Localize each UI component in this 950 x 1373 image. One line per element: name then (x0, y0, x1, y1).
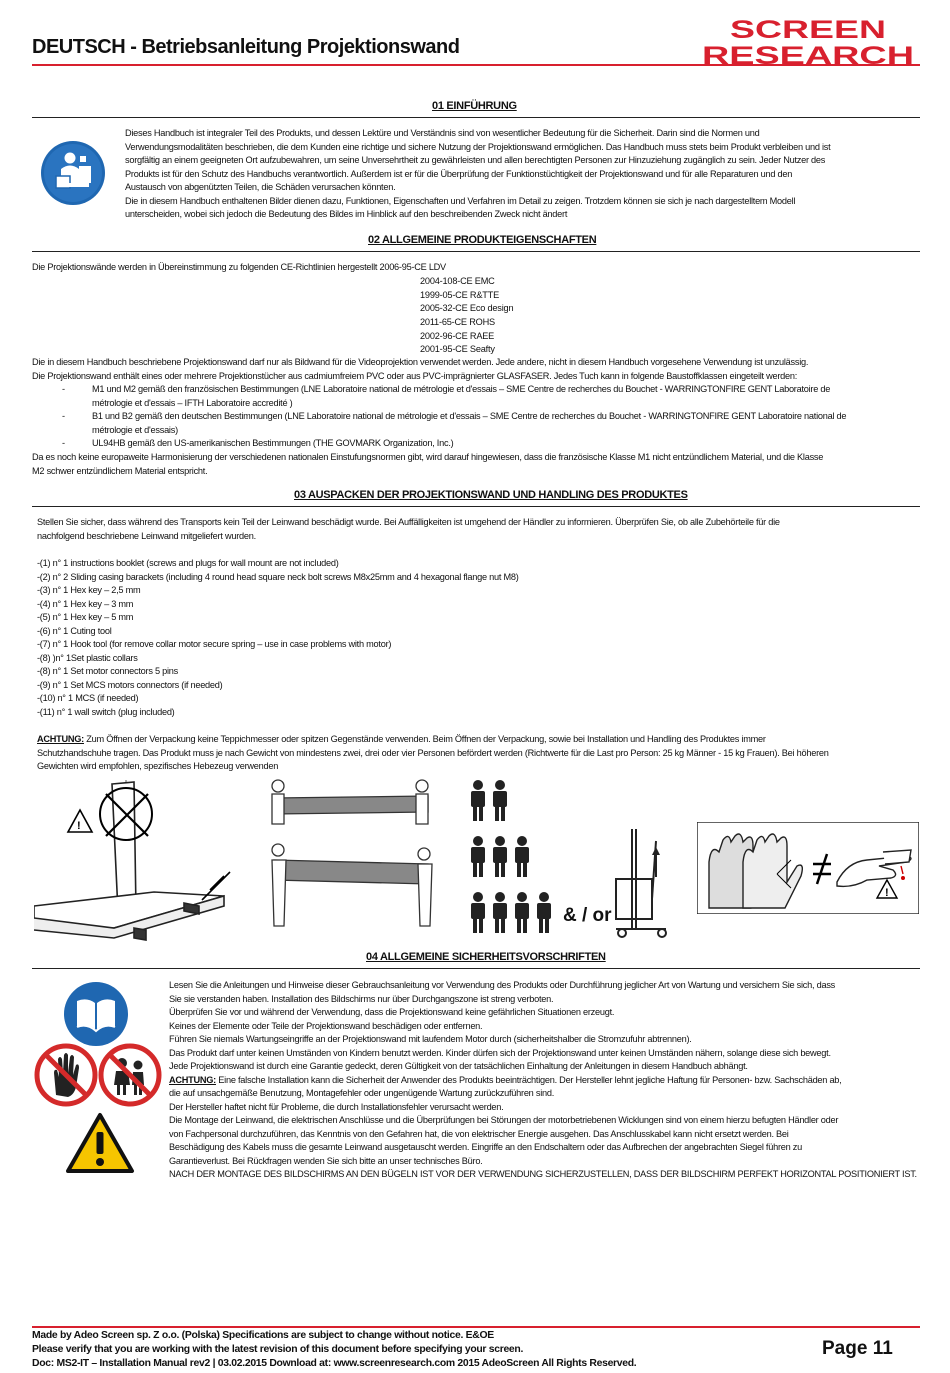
text-line: Stellen Sie sicher, dass während des Transports kein Teil der Leinwand beschädigt wurde. Bei Auffälligkeiten ist umgehend der Händler zu informieren. Überprüfen Sie, ob alle Zubehörteile für die (37, 517, 780, 527)
page-number: Page 11 (822, 1338, 893, 1359)
text-line: Keines der Elemente oder Teile der Projektionswand beschädigen oder entfernen. (169, 1020, 483, 1031)
list-item: -(5) n° 1 Hex key – 5 mm (37, 612, 134, 622)
text-line: M1 und M2 gemäß den französischen Bestimmungen (LNE Laboratoire national de métrologie et d'essais – SME Centre de recherches du Bouchet - WARRINGTONFIRE GENT Laboratoire de (92, 384, 831, 394)
list-item: -(4) n° 1 Hex key – 3 mm (37, 598, 134, 609)
bullet-dash: - (62, 411, 65, 421)
section-04-rule (32, 968, 920, 969)
page-header-title: DEUTSCH - Betriebsanleitung Projektionswand (32, 36, 460, 58)
list-item (92, 410, 846, 437)
section-02-text (32, 356, 808, 383)
text-line: Sie sie verstanden haben. Installation des Bildschirms nur über Durchgangszone ist streng verboten. (169, 993, 554, 1004)
section-02-title: 02 ALLGEMEINE PRODUKTEIGENSCHAFTEN (368, 234, 597, 246)
bullet-dash: - (62, 438, 65, 448)
text-line: Die Projektionswände werden in Übereinstimmung zu folgenden CE-Richtlinien hergestellt 2006-95-CE LDV (32, 262, 446, 272)
text-line: M2 schwer entzündlichem Material entspricht. (32, 465, 208, 476)
list-item: -(2) n° 2 Sliding casing barackets (including 4 round head square neck bolt screws M8x25mm and 4 hexagonal flange nut M8) (37, 571, 519, 582)
text-line: métrologie et d'essais – IFTH Laboratoire accredité ) (92, 397, 293, 408)
text-line: unterscheiden, wobei sich jedoch die Bedeutung des Bildes im Hinblick auf den beschreibenden Zweck nicht ändert (125, 209, 568, 219)
text-line: die auf unsachgemäße Benutzung, Montagefehler oder ungenügende Wartung zurückzuführen sind. (169, 1088, 555, 1098)
section-03-title: 03 AUSPACKEN DER PROJEKTIONSWAND UND HANDLING DES PRODUKTES (294, 489, 688, 501)
and-or-label: & / or (563, 905, 612, 926)
list-item: -(7) n° 1 Hook tool (for remove collar motor secure spring – use in case problems with motor) (37, 639, 392, 649)
text-line: Die Montage der Leinwand, die elektrischen Anschlüsse und die Überprüfungen bei Störungen der motorbetriebenen Wicklungen sind von einem hierzu befugten Händler oder (169, 1115, 839, 1125)
text-line: Lesen Sie die Anleitungen und Hinweise dieser Gebrauchsanleitung vor Verwendung des Produkts oder Durchführung jeglicher Art von Wartung und versichern Sie sich, dass (169, 980, 836, 990)
text-line (169, 1074, 917, 1088)
text-line: Austausch von abgenützten Teilen, die Schäden verursachen könnten. (125, 182, 396, 192)
two-person-carry-illustration (260, 776, 440, 946)
list-item: -(6) n° 1 Cuting tool (37, 625, 112, 636)
gloves-required-illustration (697, 822, 919, 914)
text-line: Schutzhandschuhe tragen. Das Produkt muss je nach Gewicht von mindestens zwei, drei oder vier Personen befördert werden (Richtwerte für die Last pro Person: 25 kg Männer - 15 kg Frauen). Bei höheren (37, 747, 829, 758)
manual-reading-icon (40, 140, 106, 206)
list-item: -(10) n° 1 MCS (if needed) (37, 693, 139, 703)
footer-line-3: Doc: MS2-IT – Installation Manual rev2 | 03.02.2015 Download at: www.screenresearch.com 2015 AdeoScreen All Rights Reserved. (32, 1358, 637, 1369)
text-line: Garantieverlust. Bei Rückfragen wenden Sie sich bitte an unser technisches Büro. (169, 1155, 483, 1166)
logo-graphic (700, 14, 916, 68)
text-line: Überprüfen Sie vor und während der Verwendung, dass die Projektionswand keine gefährlichen Situationen erzeugt. (169, 1007, 615, 1017)
list-item: -(8) n° 1 Set motor connectors 5 pins (37, 666, 178, 676)
warning-label: ACHTUNG: (37, 734, 84, 744)
text-line: sorgfältig an einem geeigneten Ort aufzubewahren, um seine Unversehrtheit zu gewährleisten und allen berechtigten Personen zur Hinzuziehung zugänglich zu sein. Jeder Nutzer des (125, 155, 826, 165)
logo-word-screen: SCREEN (730, 16, 886, 44)
section-02-outro (32, 451, 823, 478)
svg-text:!: ! (77, 820, 81, 832)
material-class-list (62, 383, 922, 448)
section-04-title: 04 ALLGEMEINE SICHERHEITSVORSCHRIFTEN (366, 951, 606, 963)
list-item: -(8) )n° 1Set plastic collars (37, 652, 138, 663)
directive-item: 2002-96-CE RAEE (420, 331, 495, 341)
text-line: UL94HB gemäß den US-amerikanischen Bestimmungen (THE GOVMARK Organization, Inc.) (92, 438, 454, 448)
directive-item: 1999-05-CE R&TTE (420, 290, 500, 300)
section-01-text (125, 127, 830, 222)
text-line: métrologie et d'essais) (92, 424, 178, 435)
text-line: Produkts ist für den Schutz des Handbuchs verantwortlich. Außerdem ist er für die Überprüfung der Funktionstüchtigkeit der Projektionswand und für alle Reparaturen und den (125, 168, 793, 179)
section-02-intro (32, 261, 446, 275)
text-line: Beschädigung des Kabels muss die gesamte Leinwand ausgetauscht werden. Eingriffe an den Endschaltern oder das Aufbrechen der angebrachten Siegel führen zu (169, 1142, 802, 1152)
text-line: Gewichten wird empfohlen, spezifisches Hebezeug verwenden (37, 761, 279, 771)
section-01-rule (32, 117, 920, 118)
accessory-list (37, 557, 519, 719)
section-03-rule (32, 506, 920, 507)
no-children-icon (98, 1043, 162, 1107)
warning-label: ACHTUNG: (169, 1074, 216, 1085)
section-02-rule (32, 251, 920, 252)
screen-research-logo (700, 14, 916, 68)
text-line: Die Projektionswand enthält eines oder mehrere Projektionstücher aus cadmiumfreiem PVC oder aus PVC-imprägnierter GLASFASER. Jedes Tuch kann in folgende Baustoffklassen eingeteilt werden: (32, 370, 798, 381)
logo-word-research: RESEARCH (702, 42, 914, 68)
text-line: nachfolgend beschriebene Leinwand mitgeliefert wurden. (37, 530, 256, 541)
section-04-text (169, 979, 917, 1182)
directive-item: 2011-65-CE ROHS (420, 317, 495, 327)
list-item: -(1) n° 1 instructions booklet (screws and plugs for wall mount are not included) (37, 558, 339, 568)
text-line: Jede Projektionswand ist durch eine Garantie gedeckt, deren Gültigkeit von der tatsächlichen Einhaltung der Anleitungen in diesem Handbuch abhängt. (169, 1061, 748, 1071)
footer-line-1: Made by Adeo Screen sp. Z o.o. (Polska) Specifications are subject to change without notice. E&OE (32, 1330, 494, 1341)
text-line: Das Produkt darf unter keinen Umständen von Kindern benutzt werden. Kinder dürfen sich der Projektionswand unter keinen Umständen nähern, solange diese sich bewegt. (169, 1047, 831, 1058)
svg-text:!: ! (885, 887, 889, 899)
text-line: Die in diesem Handbuch beschriebene Projektionswand darf nur als Bildwand für die Videoprojektion verwendet werden. Jede andere, nicht in diesem Handbuch vorgesehene Verwendung ist unzulässig. (32, 357, 809, 367)
warning-text: Eine falsche Installation kann die Sicherheit der Anwender des Produkts beeinträchtigen. Der Hersteller lehnt jegliche Haftung für Personen- bzw. Sachschäden ab, (216, 1074, 842, 1085)
footer-rule (32, 1326, 920, 1328)
text-line: von Fachpersonal durchzuführen, das Kenntnis von den Gefahren hat, die von elektrischer Energie ausgehen. Das Anschlusskabel kann nicht ersetzt werden. Bei (169, 1128, 789, 1139)
text-line (37, 733, 829, 747)
directive-item: 2001-95-CE Seafty (420, 344, 495, 354)
text-line: Dieses Handbuch ist integraler Teil des Produkts, und dessen Lektüre und Verständnis sind von wesentlicher Bedeutung für die Sicherheit. Darin sind die Normen und (125, 128, 760, 138)
no-touch-icon (34, 1043, 98, 1107)
directive-item: 2005-32-CE Eco design (420, 303, 514, 313)
list-item: -(9) n° 1 Set MCS motors connectors (if needed) (37, 679, 223, 690)
list-item (92, 437, 453, 451)
warning-text: Zum Öffnen der Verpackung keine Teppichmesser oder spitzen Gegenstände verwenden. Beim Öffnen der Verpackung, sowie bei Installation und Handling des Produktes immer (84, 734, 766, 744)
list-item (92, 383, 830, 410)
directive-item: 2004-108-CE EMC (420, 276, 495, 286)
read-manual-icon (63, 981, 129, 1047)
text-line: Verwendungsmodalitäten beschrieben, die dem Kunden eine richtige und sichere Nutzung der Projektionswand ermöglichen. Das Handbuch muss stets beim Produkt verbleiben und ist (125, 141, 831, 152)
no-cutter-illustration (34, 778, 234, 944)
footer-line-2: Please verify that you are working with the latest revision of this document before specifying your screen. (32, 1344, 524, 1355)
text-line: Da es noch keine europaweite Harmonisierung der verschiedenen nationalen Einstufungsnormen gibt, wird darauf hingewiesen, dass die französische Klasse M1 nicht entzündlichem Material, und die Klasse (32, 452, 824, 462)
text-line: B1 und B2 gemäß den deutschen Bestimmungen (LNE Laboratoire national de métrologie et d'essais – SME Centre de recherches du Bouchet - WARRINGTONFIRE GENT Laboratoire national de (92, 411, 847, 421)
text-line: Der Hersteller haftet nicht für Probleme, die durch Installationsfehler verursacht werden. (169, 1101, 504, 1112)
section-03-intro (37, 516, 780, 543)
text-line: Die in diesem Handbuch enthaltenen Bilder dienen dazu, Funktionen, Eigenschaften und Verfahren im Detail zu zeigen. Trotzdem können sie sich je nach dargestelltem Modell (125, 195, 796, 206)
text-line: Führen Sie niemals Wartungseingriffe an der Projektionswand mit laufendem Motor durch (sicherheitshalber die Stromzufuhr abtrennen). (169, 1034, 692, 1044)
text-line: NACH DER MONTAGE DES BILDSCHIRMS AN DEN BÜGELN IST VOR DER VERWENDUNG SICHERZUSTELLEN, DASS DER BILDSCHIRM PERFEKT HORIZONTAL POSITIONIERT IST. (169, 1169, 917, 1179)
section-01-title: 01 EINFÜHRUNG (432, 100, 517, 112)
list-item: -(3) n° 1 Hex key – 2,5 mm (37, 585, 141, 595)
bullet-dash: - (62, 384, 65, 394)
general-warning-icon (65, 1112, 135, 1174)
section-03-warning (37, 733, 829, 774)
list-item: -(11) n° 1 wall switch (plug included) (37, 706, 175, 717)
